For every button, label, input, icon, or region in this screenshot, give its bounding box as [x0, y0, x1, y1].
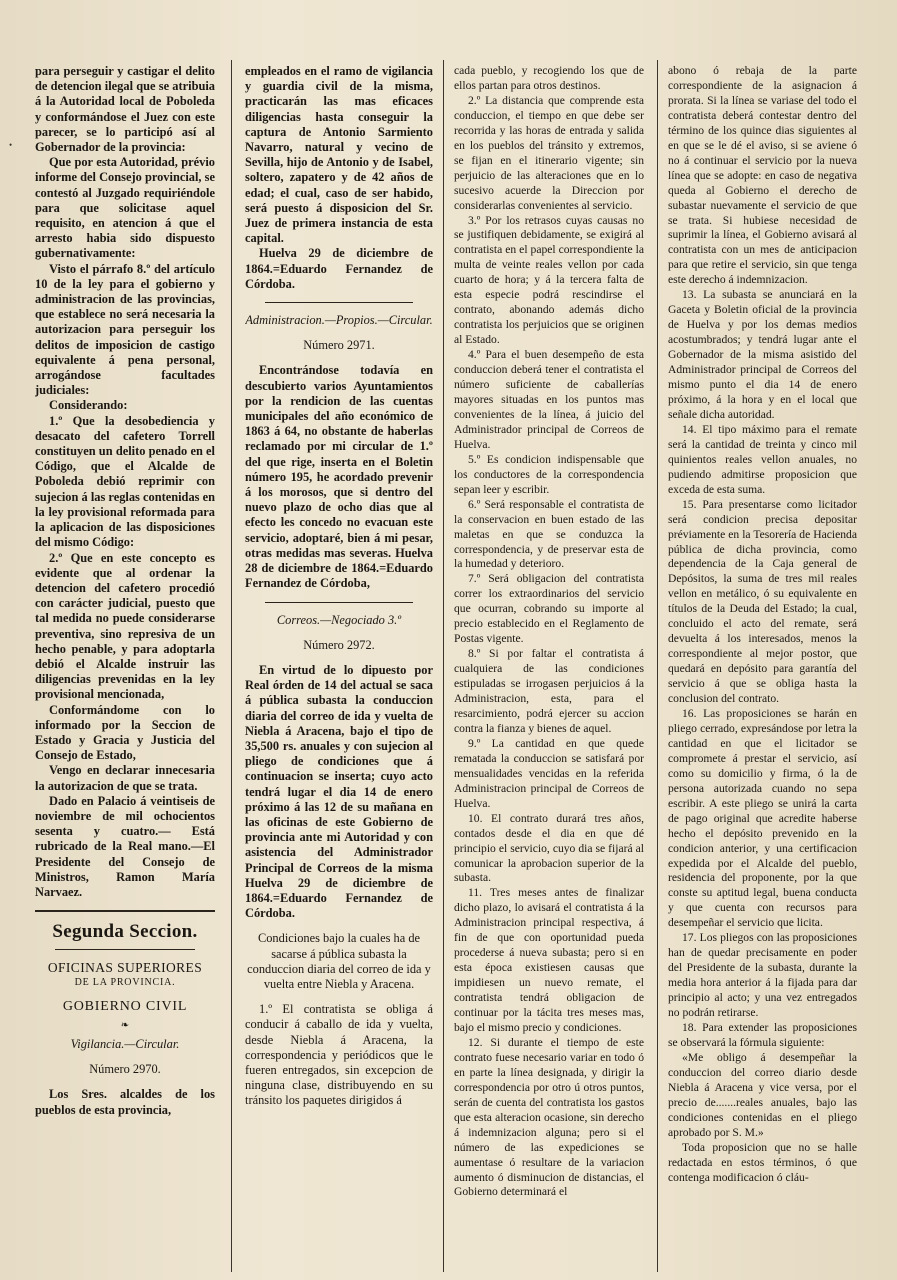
notice-divider [265, 602, 413, 603]
paragraph: 3.º Por los retrasos cuyas causas no se justifiquen debidamente, se exigirá al contratista en el papel correspondiente la multa de veinte reales vellon por cada cuarto de hora; y á la tercera falta de esta especie podrá rescindirse el contrato, abonando además dicho contratista los perjuicios que se originen al Estado. [454, 213, 644, 347]
notice-heading: Correos.—Negociado 3.º [276, 612, 402, 627]
column-3 [454, 64, 644, 1269]
paragraph: 18. Para extender las proposiciones se observará la fórmula siguiente: [668, 1021, 857, 1049]
paragraph: para perseguir y castigar el delito de detencion ilegal que se atribuia á la Autoridad local de Poboleda y conformándose el Juez con este parecer, se lo participó así al Gobernador de la provincia: [35, 64, 215, 155]
paragraph: Dado en Palacio á veintiseis de noviembre de mil ochocientos sesenta y cuatro.— Está rubricado de la Real mano.—El Presidente del Consejo de Ministros, Ramon María Narvaez. [35, 793, 215, 899]
paragraph: 9.º La cantidad en que quede rematada la conduccion se satisfará por mensualidades vencidas en la referida Administracion principal de Correos de Huelva. [454, 736, 644, 810]
paragraph: «Me obligo á desempeñar la conduccion del correo diario desde Niebla á Aracena y vice versa, por el precio de.......reales anuales, bajo las condiciones contenidas en el pliego aprobado por S. M.» [668, 1050, 857, 1139]
column-rule-2 [443, 60, 444, 1272]
paragraph: En virtud de lo dipuesto por Real órden de 14 del actual se saca á pública subasta la conduccion diaria del correo de ida y vuelta de Niebla á Aracena, bajo el tipo de 35,500 rs. anuales y con sujecion al pliego de condiciones que á continuacion se inserta; cuyo acto tendrá lugar el dia 14 de enero próximo á las 12 de su mañana en las oficinas de este Gobierno de provincia ante mi Autoridad y con asistencia del Administrador Principal de Correos de la misma Huelva 29 de diciembre de 1864.=Eduardo Fernandez de Córdoba. [245, 662, 433, 921]
gobierno-civil-heading: GOBIERNO CIVIL [62, 998, 188, 1014]
paragraph: Conformándome con lo informado por la Seccion de Estado y Gracia y Justicia del Consejo de Estado, [35, 702, 215, 763]
paragraph: 7.º Será obligacion del contratista correr los extraordinarios del servicio que ocurran, cobrando su importe al precio establecido en el Reglamento de Postas vigente. [454, 572, 644, 646]
margin-mark: • [9, 140, 13, 150]
title-divider [55, 949, 195, 950]
paragraph: 11. Tres meses antes de finalizar dicho plazo, lo avisará el contratista á la Administracion principal respectiva, á fin de que con oportunidad pueda procederse á nueva subasta; pero si en esta época existiesen causas que impidiesen un nuevo remate, el contratista tendrá obligacion de continuar por la tácita tres meses mas, bajo el mismo precio y condiciones. [454, 886, 644, 1034]
column-2 [245, 64, 433, 1269]
notice-number: Número 2972. [303, 637, 375, 652]
paragraph: cada pueblo, y recogiendo los que de ellos partan para otros destinos. [454, 64, 644, 92]
paragraph: 8.º Si por faltar el contratista á cualquiera de las condiciones estipuladas se irrogasen perjuicios á la Administracion, esta, para el resarcimiento, podrá ejercer su accion contra la fianza y bienes de aquel. [454, 647, 644, 735]
column-4 [668, 64, 857, 1269]
conditions-heading: Condiciones bajo la cuales ha de sacarse á pública subasta la conduccion diaria del correo de ida y vuelta entre Niebla y Aracena. [247, 931, 431, 991]
offices-heading: OFICINAS SUPERIORES [47, 960, 203, 976]
province-heading: DE LA PROVINCIA. [74, 977, 176, 989]
paragraph: Encontrándose todavía en descubierto varios Ayuntamientos por la rendicion de las cuentas municipales del año económico de 1863 á 64, no obstante de haberlas reclamado por mi circular de 1.º del que rige, inserta en el Boletin número 195, he acordado prevenir á los morosos, que si dentro del nuevo plazo de ocho dias que al efecto les concedo no evacuan este servicio, adoptaré, bien á mi pesar, otras medidas mas severas. Huelva 28 de diciembre de 1864.=Eduardo Fernandez de Córdoba, [245, 363, 433, 591]
paragraph: abono ó rebaja de la parte correspondiente de la asignacion á prorata. Si la línea se variase del todo el contratista deberá contestar dentro del término de los quince dias siguientes al en que se le dé el aviso, si se aviene ó no á continuar el servicio por la nueva línea que se adopte: en caso de negativa queda al Gobierno el derecho de subastar nuevamente el servicio de que se trata. Si hubiese necesidad de suprimir la línea, el Gobierno avisará al contratista con un mes de anticipacion para que retire el servicio, sin que tenga este derecho á indemnizacion. [668, 64, 857, 287]
paragraph: 4.º Para el buen desempeño de esta conduccion deberá tener el contratista el número suficiente de caballerías mayores situadas en los puntos mas convenientes de la línea, á juicio del Administrador principal de Correos de Huelva. [454, 348, 644, 451]
paragraph: 6.º Será responsable el contratista de la conservacion en buen estado de las maletas en que se conduzca la correspondencia, y de preservar esta de la humedad y deterioro. [454, 497, 644, 571]
paragraph: 1.º El contratista se obliga á conducir á caballo de ida y vuelta, desde Niebla á Aracena, la correspondencia y periódicos que le fueren entregados, sin excepcion de ninguna clase, distribuyendo en su tránsito los paquetes dirigidos á [245, 1002, 433, 1108]
column-rule-1 [231, 60, 232, 1272]
notice-number: Número 2970. [89, 1062, 161, 1077]
paragraph: 10. El contrato durará tres años, contados desde el dia en que dé principio el servicio, cuyo dia se fijará al comunicar la aprobacion superior de la subasta. [454, 811, 644, 885]
paragraph: 13. La subasta se anunciará en la Gaceta y Boletin oficial de la provincia de Huelva y por los demas medios acostumbrados; y tendrá lugar ante el Gobernador de la misma asistido del Administrador principal de Correos del mismo punto el dia 14 de enero próximo, á la hora y en el local que señale dicha autoridad. [668, 288, 857, 421]
paragraph: empleados en el ramo de vigilancia y guardia civil de la misma, practicarán las mas eficaces diligencias hasta conseguir la captura de Antonio Sarmiento Navarro, natural y vecino de Sevilla, hijo de Antonio y de Isabel, soltero, zapatero y de 42 años de edad; el cual, caso de ser habido, será puesto á disposicion del Sr. Juez de primera instancia de esta capital. [245, 64, 433, 246]
paragraph: 15. Para presentarse como licitador será condicion precisa depositar préviamente en la Tesorería de Hacienda pública de dicha provincia, como dependencia de la Caja general de Depósitos, la suma de tres mil reales vellon en metálico, ó su equivalente en títulos de la Deuda del Estado; la cual, concluido el acto del remate, será devuelta á los interesados, menos la correspondiente al mejor postor, que quedará en depósito para garantía del servicio á que se obliga hasta la conclusion del contrato. [668, 497, 857, 706]
signature-line: Huelva 29 de diciembre de 1864.=Eduardo Fernandez de Córdoba. [245, 246, 433, 291]
paragraph: Considerando: [49, 398, 128, 413]
column-1 [35, 64, 215, 1269]
paragraph: 12. Si durante el tiempo de este contrato fuese necesario variar en todo ó en parte la línea designada, y dirigir la correspondencia por otro ú otros puntos, serán de cuenta del contratista los gastos que esta alteracion ocasione, sin derecho á indemnizacion alguna; pero si el número de las expediciones se aumentase ó resultare de la variacion aumento ó disminucion de distancias, el Gobierno determinará el [454, 1035, 644, 1199]
paragraph: 2.º La distancia que comprende esta conduccion, el tiempo en que debe ser recorrida y las horas de entrada y salida en los pueblos del tránsito y extremos, se fijan en el itinerario vigente; sin perjuicio de las alteraciones que en lo sucesivo acuerde la Direccion por considerarlas convenientes al servicio. [454, 93, 644, 212]
paragraph: 17. Los pliegos con las proposiciones han de quedar precisamente en poder del Presidente de la subasta, durante la media hora anterior á la fijada para dar principio al acto; y una vez entregados no podrán retirarse. [668, 931, 857, 1020]
paragraph: 14. El tipo máximo para el remate será la cantidad de treinta y cinco mil quinientos reales vellon anuales, no pudiendo admitirse proposicion que exceda de esta suma. [668, 422, 857, 496]
ornament-icon: ❧ [120, 1019, 130, 1031]
paragraph: Toda proposicion que no se halle redactada en estos términos, ó que contenga modificacion ó cláu- [668, 1140, 857, 1184]
paragraph: 5.º Es condicion indispensable que los conductores de la correspondencia sepan leer y escribir. [454, 452, 644, 496]
notice-heading: Vigilancia.—Circular. [70, 1036, 180, 1051]
paragraph: Visto el párrafo 8.º del artículo 10 de la ley para el gobierno y administracion de las provincias, que establece no será necesaria la autorizacion para perseguir los delitos de imposicion de castigo equivalente á pena personal, arrogándose facultades judiciales: [35, 261, 215, 398]
notice-divider [265, 302, 413, 303]
paragraph: Que por esta Autoridad, prévio informe del Consejo provincial, se contestó al Juzgado requiriéndole para que solicitase aquel requisito, en atencion á que el arresto habia sido dispuesto gubernativamente: [35, 155, 215, 261]
notice-heading: Administracion.—Propios.—Circular. [245, 313, 433, 328]
paragraph: Los Sres. alcaldes de los pueblos de esta provincia, [35, 1087, 215, 1117]
section-divider [35, 910, 215, 912]
notice-number: Número 2971. [303, 338, 375, 353]
paragraph: Vengo en declarar innecesaria la autorizacion de que se trata. [35, 763, 215, 793]
column-rule-3 [657, 60, 658, 1272]
section-title: Segunda Seccion. [52, 921, 198, 943]
paragraph: 1.º Que la desobediencia y desacato del cafetero Torrell constituyen un delito penado en el Código, que el Alcalde de Poboleda debió reprimir con sujecion á las reglas contenidas en la ley provisional reformada para la aplicacion de las disposiciones del mismo Código: [35, 413, 215, 550]
paragraph: 16. Las proposiciones se harán en pliego cerrado, expresándose por letra la cantidad en que el licitador se compromete á prestar el servicio, así como su domicilio y firma, ó la de persona autorizada cuando no sepa escribir. A este pliego se unirá la carta de pago original que acredite haberse hecho el depósito prevenido en la condicion anterior, y una certificacion expedida por el Alcalde del pueblo, residencia del proponente, por la que conste su aptitud legal, buena conducta y que cuenta con recursos para desempeñar el servicio que licita. [668, 706, 857, 930]
paragraph: 2.º Que en este concepto es evidente que al ordenar la detencion del cafetero procedió con carácter judicial, puesto que tal medida no puede considerarse preventiva, sino represiva de un hecho penable, y para adoptarla debió el Alcalde instruir las diligencias prevenidas en la ley provisional mencionada, [35, 550, 215, 702]
